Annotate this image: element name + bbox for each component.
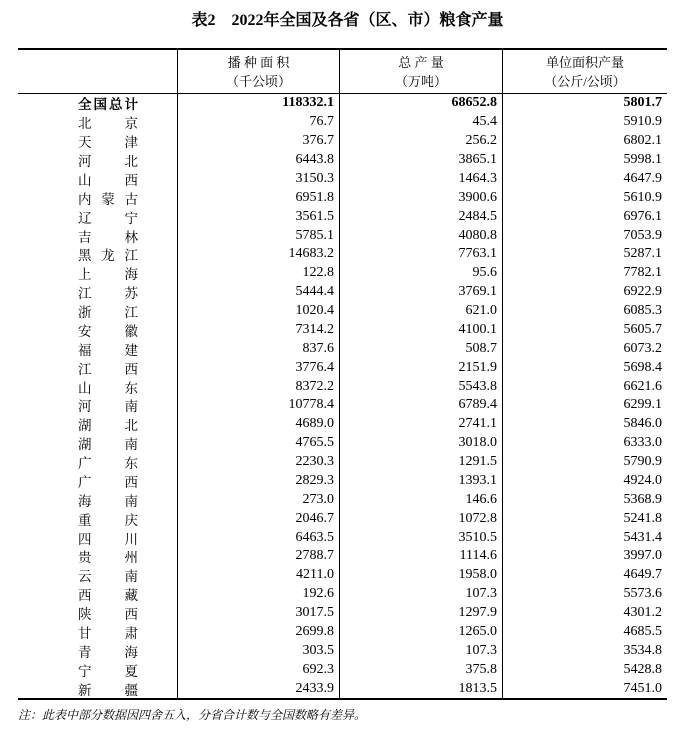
sown-area-value: 692.3 xyxy=(178,660,340,679)
table-row xyxy=(18,490,667,509)
sown-area-value: 837.6 xyxy=(178,339,340,358)
province-name: 西 藏 xyxy=(78,588,138,604)
unit-yield-value: 3534.8 xyxy=(623,642,662,658)
total-output-value: 4100.1 xyxy=(340,321,503,340)
grain-production-table xyxy=(18,48,667,700)
province-name: 云 南 xyxy=(78,569,138,585)
table-row xyxy=(18,226,667,245)
table-row xyxy=(18,207,667,226)
sown-area-value: 1020.4 xyxy=(178,302,340,321)
sown-area-value: 76.7 xyxy=(178,113,340,132)
province-name: 全 国 总 计 xyxy=(78,97,138,113)
total-output-value: 107.3 xyxy=(340,641,503,660)
province-name: 辽 宁 xyxy=(78,210,138,226)
unit-yield-value: 5241.8 xyxy=(623,510,662,526)
sown-area-value: 376.7 xyxy=(178,132,340,151)
total-output-value: 256.2 xyxy=(340,132,503,151)
table-row xyxy=(18,604,667,623)
province-name-cell xyxy=(18,188,178,207)
province-name-cell xyxy=(18,358,178,377)
sown-area-value: 2230.3 xyxy=(178,453,340,472)
table-row xyxy=(18,472,667,491)
sown-area-value: 7314.2 xyxy=(178,321,340,340)
table-row xyxy=(18,321,667,340)
footnote: 注：此表中部分数据因四舍五入，分省合计数与全国数略有差异。 xyxy=(18,708,367,722)
province-name: 青 海 xyxy=(78,644,138,660)
total-output-value: 2151.9 xyxy=(340,358,503,377)
province-name-cell xyxy=(18,245,178,264)
table-row xyxy=(18,679,667,698)
header-total-output-title: 总 产 量 xyxy=(398,54,444,70)
total-output-value: 5543.8 xyxy=(340,377,503,396)
unit-yield-value: 5368.9 xyxy=(623,491,662,507)
province-name-cell xyxy=(18,302,178,321)
province-name-cell xyxy=(18,226,178,245)
province-name: 河 南 xyxy=(78,399,138,415)
total-output-value: 621.0 xyxy=(340,302,503,321)
table-row xyxy=(18,641,667,660)
table-title: 表2 2022年全国及各省（区、市）粮食产量 xyxy=(191,12,504,29)
header-sown-area-title: 播 种 面 积 xyxy=(227,54,290,70)
total-output-value: 1297.9 xyxy=(340,604,503,623)
table-row xyxy=(18,566,667,585)
sown-area-value: 2433.9 xyxy=(178,679,340,698)
province-name-cell xyxy=(18,151,178,170)
total-output-value: 3510.5 xyxy=(340,528,503,547)
sown-area-value: 2046.7 xyxy=(178,509,340,528)
unit-yield-value: 5605.7 xyxy=(623,321,662,337)
sown-area-value: 5444.4 xyxy=(178,283,340,302)
province-name: 重 庆 xyxy=(78,512,138,528)
province-name-cell xyxy=(18,283,178,302)
total-output-value: 1464.3 xyxy=(340,170,503,189)
province-name-cell xyxy=(18,490,178,509)
table-row xyxy=(18,453,667,472)
table-row xyxy=(18,415,667,434)
unit-yield-value: 6085.3 xyxy=(623,303,662,319)
province-name: 北 京 xyxy=(78,116,138,132)
table-row xyxy=(18,170,667,189)
unit-yield-value: 4649.7 xyxy=(623,567,662,583)
sown-area-value: 5785.1 xyxy=(178,226,340,245)
province-name: 吉 林 xyxy=(78,229,138,245)
sown-area-value: 3561.5 xyxy=(178,207,340,226)
province-name-cell xyxy=(18,641,178,660)
total-output-value: 7763.1 xyxy=(340,245,503,264)
unit-yield-value: 4647.9 xyxy=(623,170,662,186)
unit-yield-value: 6073.2 xyxy=(623,340,662,356)
unit-yield-value: 6802.1 xyxy=(623,133,662,149)
table-row xyxy=(18,113,667,132)
unit-yield-value: 5910.9 xyxy=(623,114,662,130)
total-output-value: 3018.0 xyxy=(340,434,503,453)
unit-yield-value: 7782.1 xyxy=(623,265,662,281)
unit-yield-value: 5846.0 xyxy=(623,416,662,432)
table-row xyxy=(18,660,667,679)
total-output-value: 146.6 xyxy=(340,490,503,509)
province-name-cell xyxy=(18,623,178,642)
province-name-cell xyxy=(18,547,178,566)
sown-area-value: 6443.8 xyxy=(178,151,340,170)
sown-area-value: 6951.8 xyxy=(178,188,340,207)
total-output-value: 6789.4 xyxy=(340,396,503,415)
total-output-value: 3865.1 xyxy=(340,151,503,170)
province-name: 陕 西 xyxy=(78,607,138,623)
total-output-value: 375.8 xyxy=(340,660,503,679)
table-body xyxy=(18,94,667,698)
table-row xyxy=(18,283,667,302)
province-name-cell xyxy=(18,396,178,415)
province-name: 江 苏 xyxy=(78,286,138,302)
header-unit-yield-unit: （公斤/公顷） xyxy=(544,73,626,89)
unit-yield-value: 6333.0 xyxy=(623,435,662,451)
table-row xyxy=(18,245,667,264)
province-name-cell xyxy=(18,339,178,358)
province-name: 海 南 xyxy=(78,493,138,509)
province-name-cell xyxy=(18,377,178,396)
total-output-value: 508.7 xyxy=(340,339,503,358)
sown-area-value: 4765.5 xyxy=(178,434,340,453)
header-total-output-unit: （万吨） xyxy=(394,73,447,89)
province-name-cell xyxy=(18,585,178,604)
unit-yield-value: 6922.9 xyxy=(623,284,662,300)
province-name-cell xyxy=(18,113,178,132)
province-name-cell xyxy=(18,207,178,226)
province-name: 贵 州 xyxy=(78,550,138,566)
header-total-output xyxy=(340,50,503,93)
total-output-value: 3900.6 xyxy=(340,188,503,207)
province-name: 安 徽 xyxy=(78,323,138,339)
province-name: 山 东 xyxy=(78,380,138,396)
province-name: 上 海 xyxy=(78,267,138,283)
province-name: 湖 北 xyxy=(78,418,138,434)
sown-area-value: 4211.0 xyxy=(178,566,340,585)
province-name: 山 西 xyxy=(78,172,138,188)
table-row xyxy=(18,434,667,453)
sown-area-value: 6463.5 xyxy=(178,528,340,547)
province-name: 甘 肃 xyxy=(78,625,138,641)
sown-area-value: 2699.8 xyxy=(178,623,340,642)
total-output-value: 2484.5 xyxy=(340,207,503,226)
table-header-row xyxy=(18,50,667,94)
total-output-value: 1072.8 xyxy=(340,509,503,528)
table-row xyxy=(18,547,667,566)
province-name: 宁 夏 xyxy=(78,663,138,679)
header-province-column xyxy=(18,50,178,93)
table-row xyxy=(18,132,667,151)
total-output-value: 3769.1 xyxy=(340,283,503,302)
total-output-value: 1291.5 xyxy=(340,453,503,472)
table-row xyxy=(18,528,667,547)
table-row xyxy=(18,585,667,604)
province-name-cell xyxy=(18,321,178,340)
sown-area-value: 3150.3 xyxy=(178,170,340,189)
table-row xyxy=(18,509,667,528)
unit-yield-value: 5428.8 xyxy=(623,661,662,677)
unit-yield-value: 6976.1 xyxy=(623,208,662,224)
header-unit-yield-title: 单位面积产量 xyxy=(545,54,624,70)
sown-area-value: 2829.3 xyxy=(178,472,340,491)
province-name-cell xyxy=(18,434,178,453)
table-row xyxy=(18,377,667,396)
total-output-value: 107.3 xyxy=(340,585,503,604)
province-name-cell xyxy=(18,132,178,151)
province-name: 黑 龙 江 xyxy=(78,248,138,264)
sown-area-value: 3776.4 xyxy=(178,358,340,377)
sown-area-value: 303.5 xyxy=(178,641,340,660)
header-sown-area xyxy=(178,50,340,93)
province-name-cell xyxy=(18,264,178,283)
table-row xyxy=(18,396,667,415)
header-sown-area-unit: （千公顷） xyxy=(225,73,291,89)
province-name: 湖 南 xyxy=(78,437,138,453)
province-name: 浙 江 xyxy=(78,305,138,321)
total-output-value: 1265.0 xyxy=(340,623,503,642)
province-name: 新 疆 xyxy=(78,682,138,698)
province-name: 江 西 xyxy=(78,361,138,377)
total-output-value: 1114.6 xyxy=(340,547,503,566)
total-output-value: 95.6 xyxy=(340,264,503,283)
sown-area-value: 192.6 xyxy=(178,585,340,604)
province-name-cell xyxy=(18,679,178,698)
table-row xyxy=(18,358,667,377)
province-name-cell xyxy=(18,604,178,623)
unit-yield-value: 3997.0 xyxy=(623,548,662,564)
province-name-cell xyxy=(18,94,178,113)
province-name-cell xyxy=(18,528,178,547)
unit-yield-value: 5998.1 xyxy=(623,152,662,168)
sown-area-value: 2788.7 xyxy=(178,547,340,566)
unit-yield-value: 7053.9 xyxy=(623,227,662,243)
total-output-value: 4080.8 xyxy=(340,226,503,245)
province-name-cell xyxy=(18,170,178,189)
province-name-cell xyxy=(18,566,178,585)
total-output-value: 2741.1 xyxy=(340,415,503,434)
province-name: 广 西 xyxy=(78,474,138,490)
unit-yield-value: 5287.1 xyxy=(623,246,662,262)
total-output-value: 1813.5 xyxy=(340,679,503,698)
unit-yield-value: 5610.9 xyxy=(623,189,662,205)
table-row xyxy=(18,339,667,358)
table-row xyxy=(18,188,667,207)
total-output-value: 1958.0 xyxy=(340,566,503,585)
table-row xyxy=(18,264,667,283)
unit-yield-value: 4685.5 xyxy=(623,623,662,639)
unit-yield-value: 4924.0 xyxy=(623,472,662,488)
province-name: 天 津 xyxy=(78,135,138,151)
unit-yield-value: 5431.4 xyxy=(623,529,662,545)
province-name: 河 北 xyxy=(78,154,138,170)
sown-area-value: 14683.2 xyxy=(178,245,340,264)
table-row xyxy=(18,302,667,321)
sown-area-value: 3017.5 xyxy=(178,604,340,623)
sown-area-value: 273.0 xyxy=(178,490,340,509)
unit-yield-value: 5790.9 xyxy=(623,454,662,470)
province-name-cell xyxy=(18,660,178,679)
header-unit-yield xyxy=(503,50,667,93)
sown-area-value: 118332.1 xyxy=(178,94,340,113)
total-output-value: 68652.8 xyxy=(340,94,503,113)
total-output-value: 1393.1 xyxy=(340,472,503,491)
province-name-cell xyxy=(18,509,178,528)
province-name-cell xyxy=(18,472,178,491)
unit-yield-value: 6621.6 xyxy=(623,378,662,394)
province-name-cell xyxy=(18,453,178,472)
table-row xyxy=(18,151,667,170)
table-row xyxy=(18,623,667,642)
sown-area-value: 4689.0 xyxy=(178,415,340,434)
sown-area-value: 122.8 xyxy=(178,264,340,283)
province-name: 福 建 xyxy=(78,342,138,358)
unit-yield-value: 7451.0 xyxy=(623,680,662,696)
province-name-cell xyxy=(18,415,178,434)
province-name: 四 川 xyxy=(78,531,138,547)
table-row xyxy=(18,94,667,113)
unit-yield-value: 6299.1 xyxy=(623,397,662,413)
unit-yield-value: 4301.2 xyxy=(623,605,662,621)
sown-area-value: 8372.2 xyxy=(178,377,340,396)
province-name: 广 东 xyxy=(78,456,138,472)
unit-yield-value: 5573.6 xyxy=(623,586,662,602)
sown-area-value: 10778.4 xyxy=(178,396,340,415)
unit-yield-value: 5801.7 xyxy=(623,95,662,111)
province-name: 内 蒙 古 xyxy=(78,191,138,207)
unit-yield-value: 5698.4 xyxy=(623,359,662,375)
total-output-value: 45.4 xyxy=(340,113,503,132)
